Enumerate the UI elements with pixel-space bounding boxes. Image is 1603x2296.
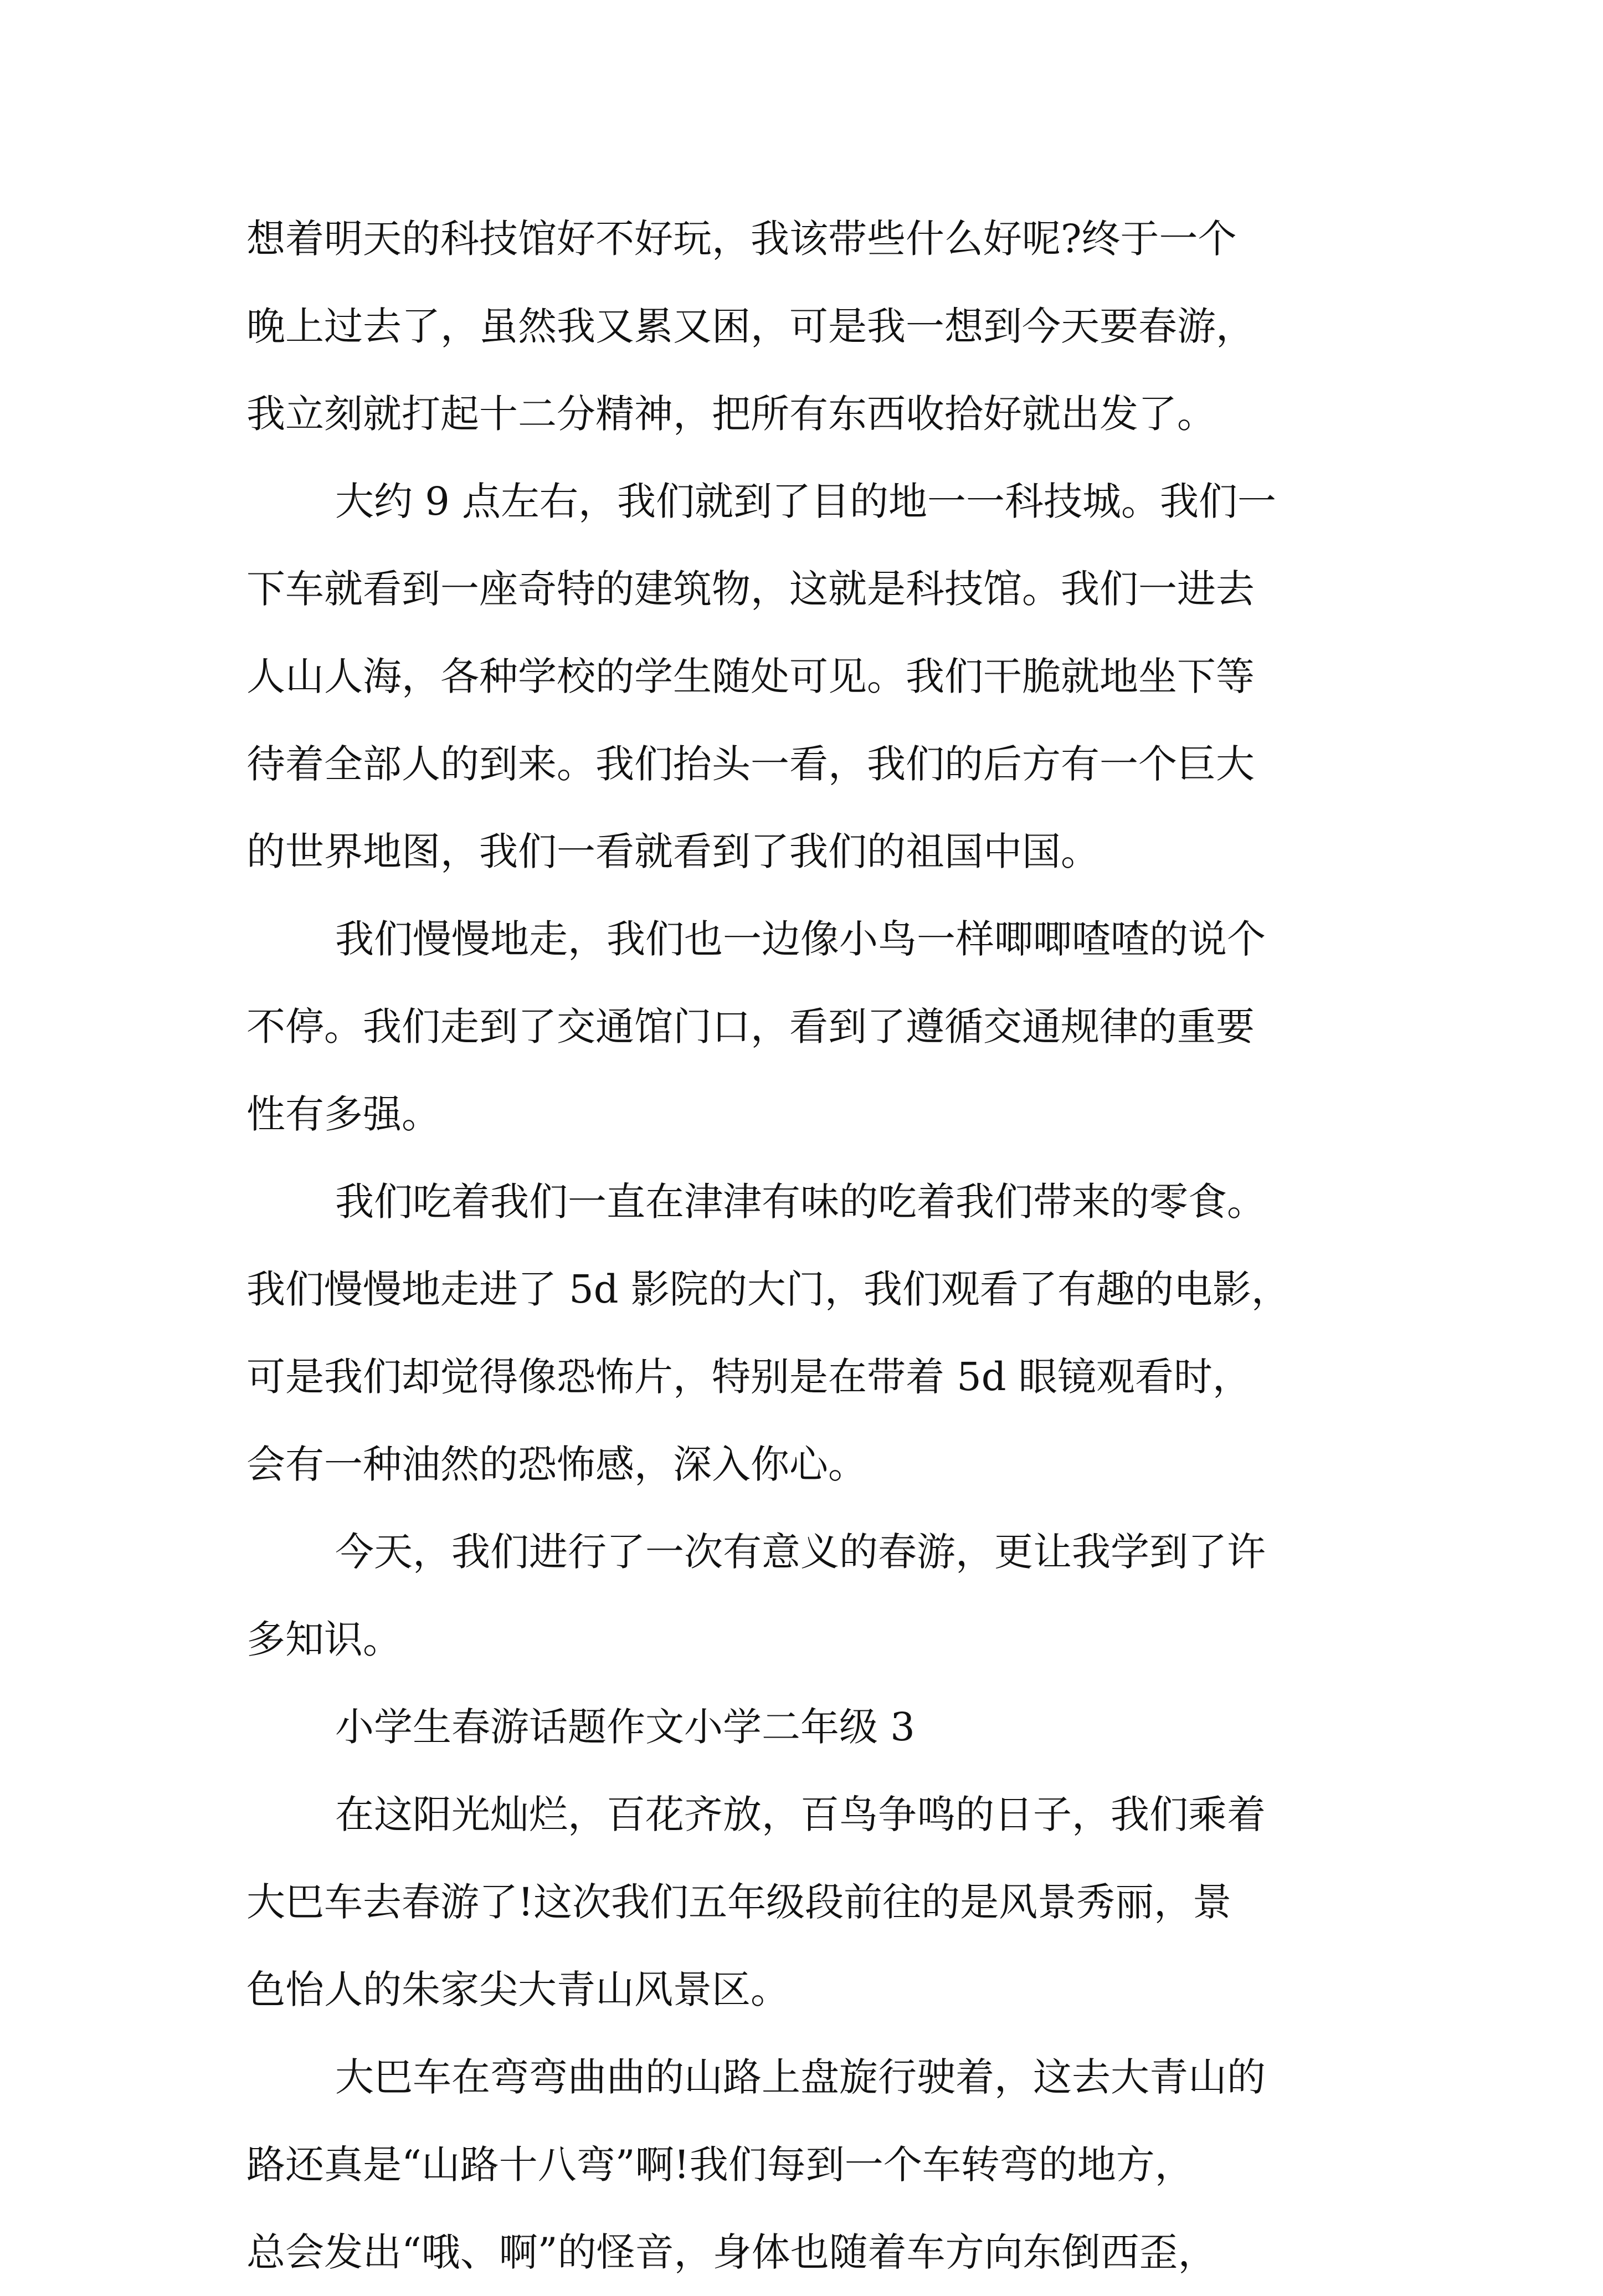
text-line: 今天，我们进行了一次有意义的春游，更让我学到了许 <box>335 1529 1266 1575</box>
text-line: 我们慢慢地走，我们也一边像小鸟一样唧唧喳喳的说个 <box>335 916 1266 962</box>
text-line: 我们吃着我们一直在津津有味的吃着我们带来的零食。 <box>335 1179 1266 1224</box>
text-line: 大巴车在弯弯曲曲的山路上盘旋行驶着，这去大青山的 <box>335 2054 1266 2100</box>
text-line: 大约 9 点左右，我们就到了目的地一一科技城。我们一 <box>335 479 1277 524</box>
text-line: 的世界地图，我们一看就看到了我们的祖国中国。 <box>246 829 1100 874</box>
text-line: 我立刻就打起十二分精神，把所有东西收拾好就出发了。 <box>246 391 1216 437</box>
text-line: 不停。我们走到了交通馆门口，看到了遵循交通规律的重要 <box>246 1004 1255 1049</box>
text-line: 想着明天的科技馆好不好玩，我该带些什么好呢?终于一个 <box>246 216 1237 262</box>
text-line: 会有一种油然的恐怖感，深入你心。 <box>246 1442 867 1487</box>
document-body <box>246 195 1360 2296</box>
text-line: 色怡人的朱家尖大青山风景区。 <box>246 1967 789 2012</box>
text-line: 可是我们却觉得像恐怖片，特别是在带着 5d 眼镜观看时， <box>246 1354 1251 1400</box>
text-line: 下车就看到一座奇特的建筑物，这就是科技馆。我们一进去 <box>246 566 1255 612</box>
text-line: 总会发出“哦、啊”的怪音，身体也随着车方向东倒西歪， <box>246 2230 1217 2275</box>
text-line: 人山人海，各种学校的学生随处可见。我们干脆就地坐下等 <box>246 654 1255 699</box>
text-line: 在这阳光灿烂，百花齐放，百鸟争鸣的日子，我们乘着 <box>335 1792 1266 1837</box>
text-line: 晚上过去了，虽然我又累又困，可是我一想到今天要春游， <box>246 304 1255 349</box>
text-line: 小学生春游话题作文小学二年级 3 <box>335 1704 915 1750</box>
text-line: 大巴车去春游了!这次我们五年级段前往的是风景秀丽，景 <box>246 1879 1232 1925</box>
text-line: 我们慢慢地走进了 5d 影院的大门，我们观看了有趣的电影， <box>246 1267 1290 1312</box>
text-line: 性有多强。 <box>246 1091 440 1137</box>
text-line: 待着全部人的到来。我们抬头一看，我们的后方有一个巨大 <box>246 741 1255 787</box>
text-line: 路还真是“山路十八弯”啊!我们每到一个车转弯的地方， <box>246 2142 1194 2187</box>
text-line: 多知识。 <box>246 1617 402 1662</box>
